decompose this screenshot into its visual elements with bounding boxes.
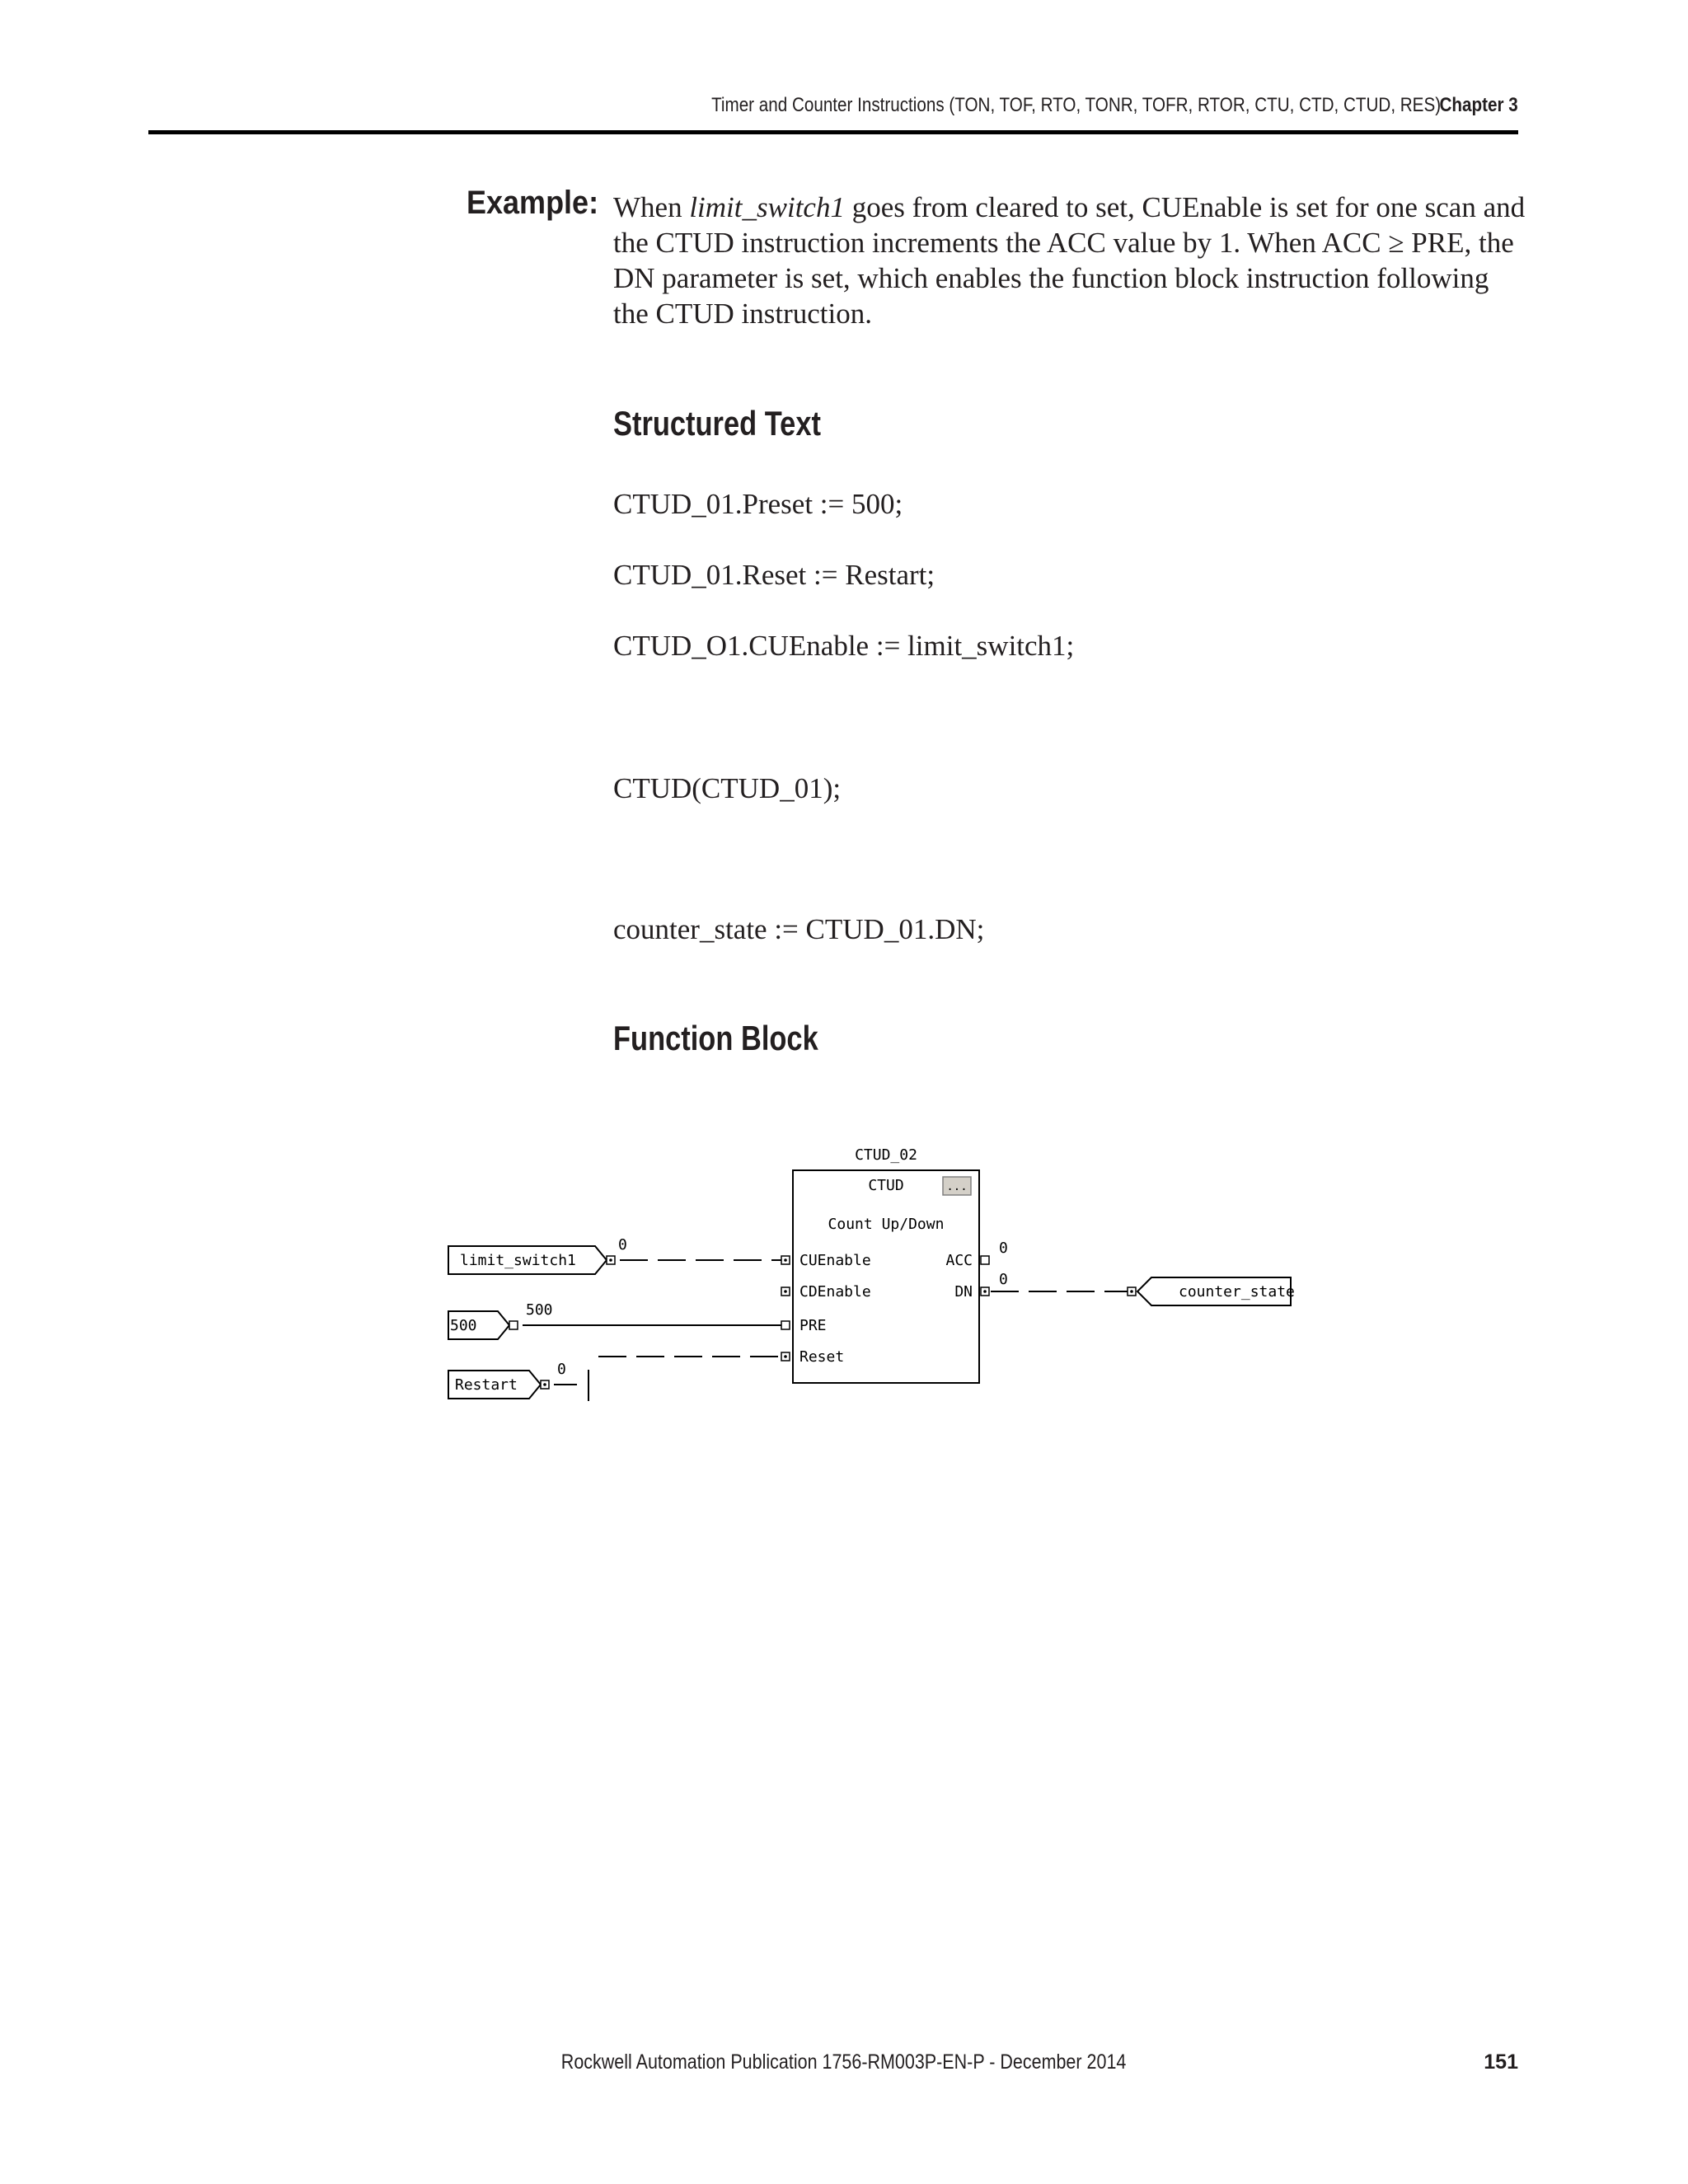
block-tag: CTUD_02	[855, 1146, 917, 1164]
pin-acc	[981, 1256, 989, 1264]
function-block-heading: Function Block	[613, 1019, 818, 1057]
example-tag-italic: limit_switch1	[689, 191, 845, 223]
input-ref-limit-switch1-label: limit_switch1	[460, 1252, 576, 1269]
example-paragraph	[613, 190, 1528, 331]
output-value-acc: 0	[999, 1240, 1008, 1257]
input-ref-500-label: 500	[450, 1317, 477, 1334]
output-label-dn: DN	[954, 1283, 973, 1301]
example-text-after: goes from cleared to set, CUEnable is set for one scan and the CTUD instruction increments the ACC value by 1. When ACC ≥ PRE, the DN parameter is set, which enables the function block instruction following the CTUD instruction.	[613, 191, 1526, 330]
input-ref-restart-label: Restart	[455, 1376, 518, 1394]
input-ref-limit-switch1-value: 0	[618, 1236, 627, 1254]
header-rule	[148, 130, 1518, 134]
output-ref-counter-state-label: counter_state	[1179, 1283, 1295, 1301]
footer-publication	[0, 2050, 1688, 2074]
block-properties-button-label: ...	[946, 1180, 968, 1193]
input-label-pre: PRE	[799, 1317, 827, 1334]
running-header-title: Timer and Counter Instructions (TON, TOF, RTO, TONR, TOFR, RTOR, CTU, CTD, CTUD, RES)	[710, 94, 1441, 116]
st-line-cuenable: CTUD_O1.CUEnable := limit_switch1;	[613, 630, 1075, 662]
input-label-cdenable: CDEnable	[799, 1283, 871, 1301]
block-type: CTUD	[868, 1177, 904, 1194]
structured-text-heading: Structured Text	[613, 404, 821, 443]
st-line-preset: CTUD_01.Preset := 500;	[613, 488, 903, 520]
example-label: Example:	[467, 185, 599, 221]
footer-publication-text: Rockwell Automation Publication 1756-RM003P-EN-P - December 2014	[561, 2050, 1127, 2074]
output-label-acc: ACC	[945, 1252, 973, 1269]
st-line-counter-state: counter_state := CTUD_01.DN;	[613, 913, 985, 945]
input-label-cuenable: CUEnable	[799, 1252, 871, 1269]
page-number: 151	[1484, 2050, 1518, 2074]
example-text-before: When	[613, 191, 690, 223]
pin-pre	[781, 1321, 790, 1329]
st-line-call: CTUD(CTUD_01);	[613, 772, 842, 804]
pin-500	[509, 1321, 518, 1329]
input-label-reset: Reset	[799, 1348, 845, 1366]
st-line-reset: CTUD_01.Reset := Restart;	[613, 559, 935, 591]
input-ref-500-value: 500	[526, 1301, 553, 1319]
output-value-dn: 0	[999, 1271, 1008, 1288]
running-header-chapter: Chapter 3	[1439, 94, 1518, 116]
input-ref-restart-value: 0	[557, 1361, 566, 1378]
function-block-diagram	[412, 1129, 1302, 1426]
block-description: Count Up/Down	[828, 1216, 945, 1233]
